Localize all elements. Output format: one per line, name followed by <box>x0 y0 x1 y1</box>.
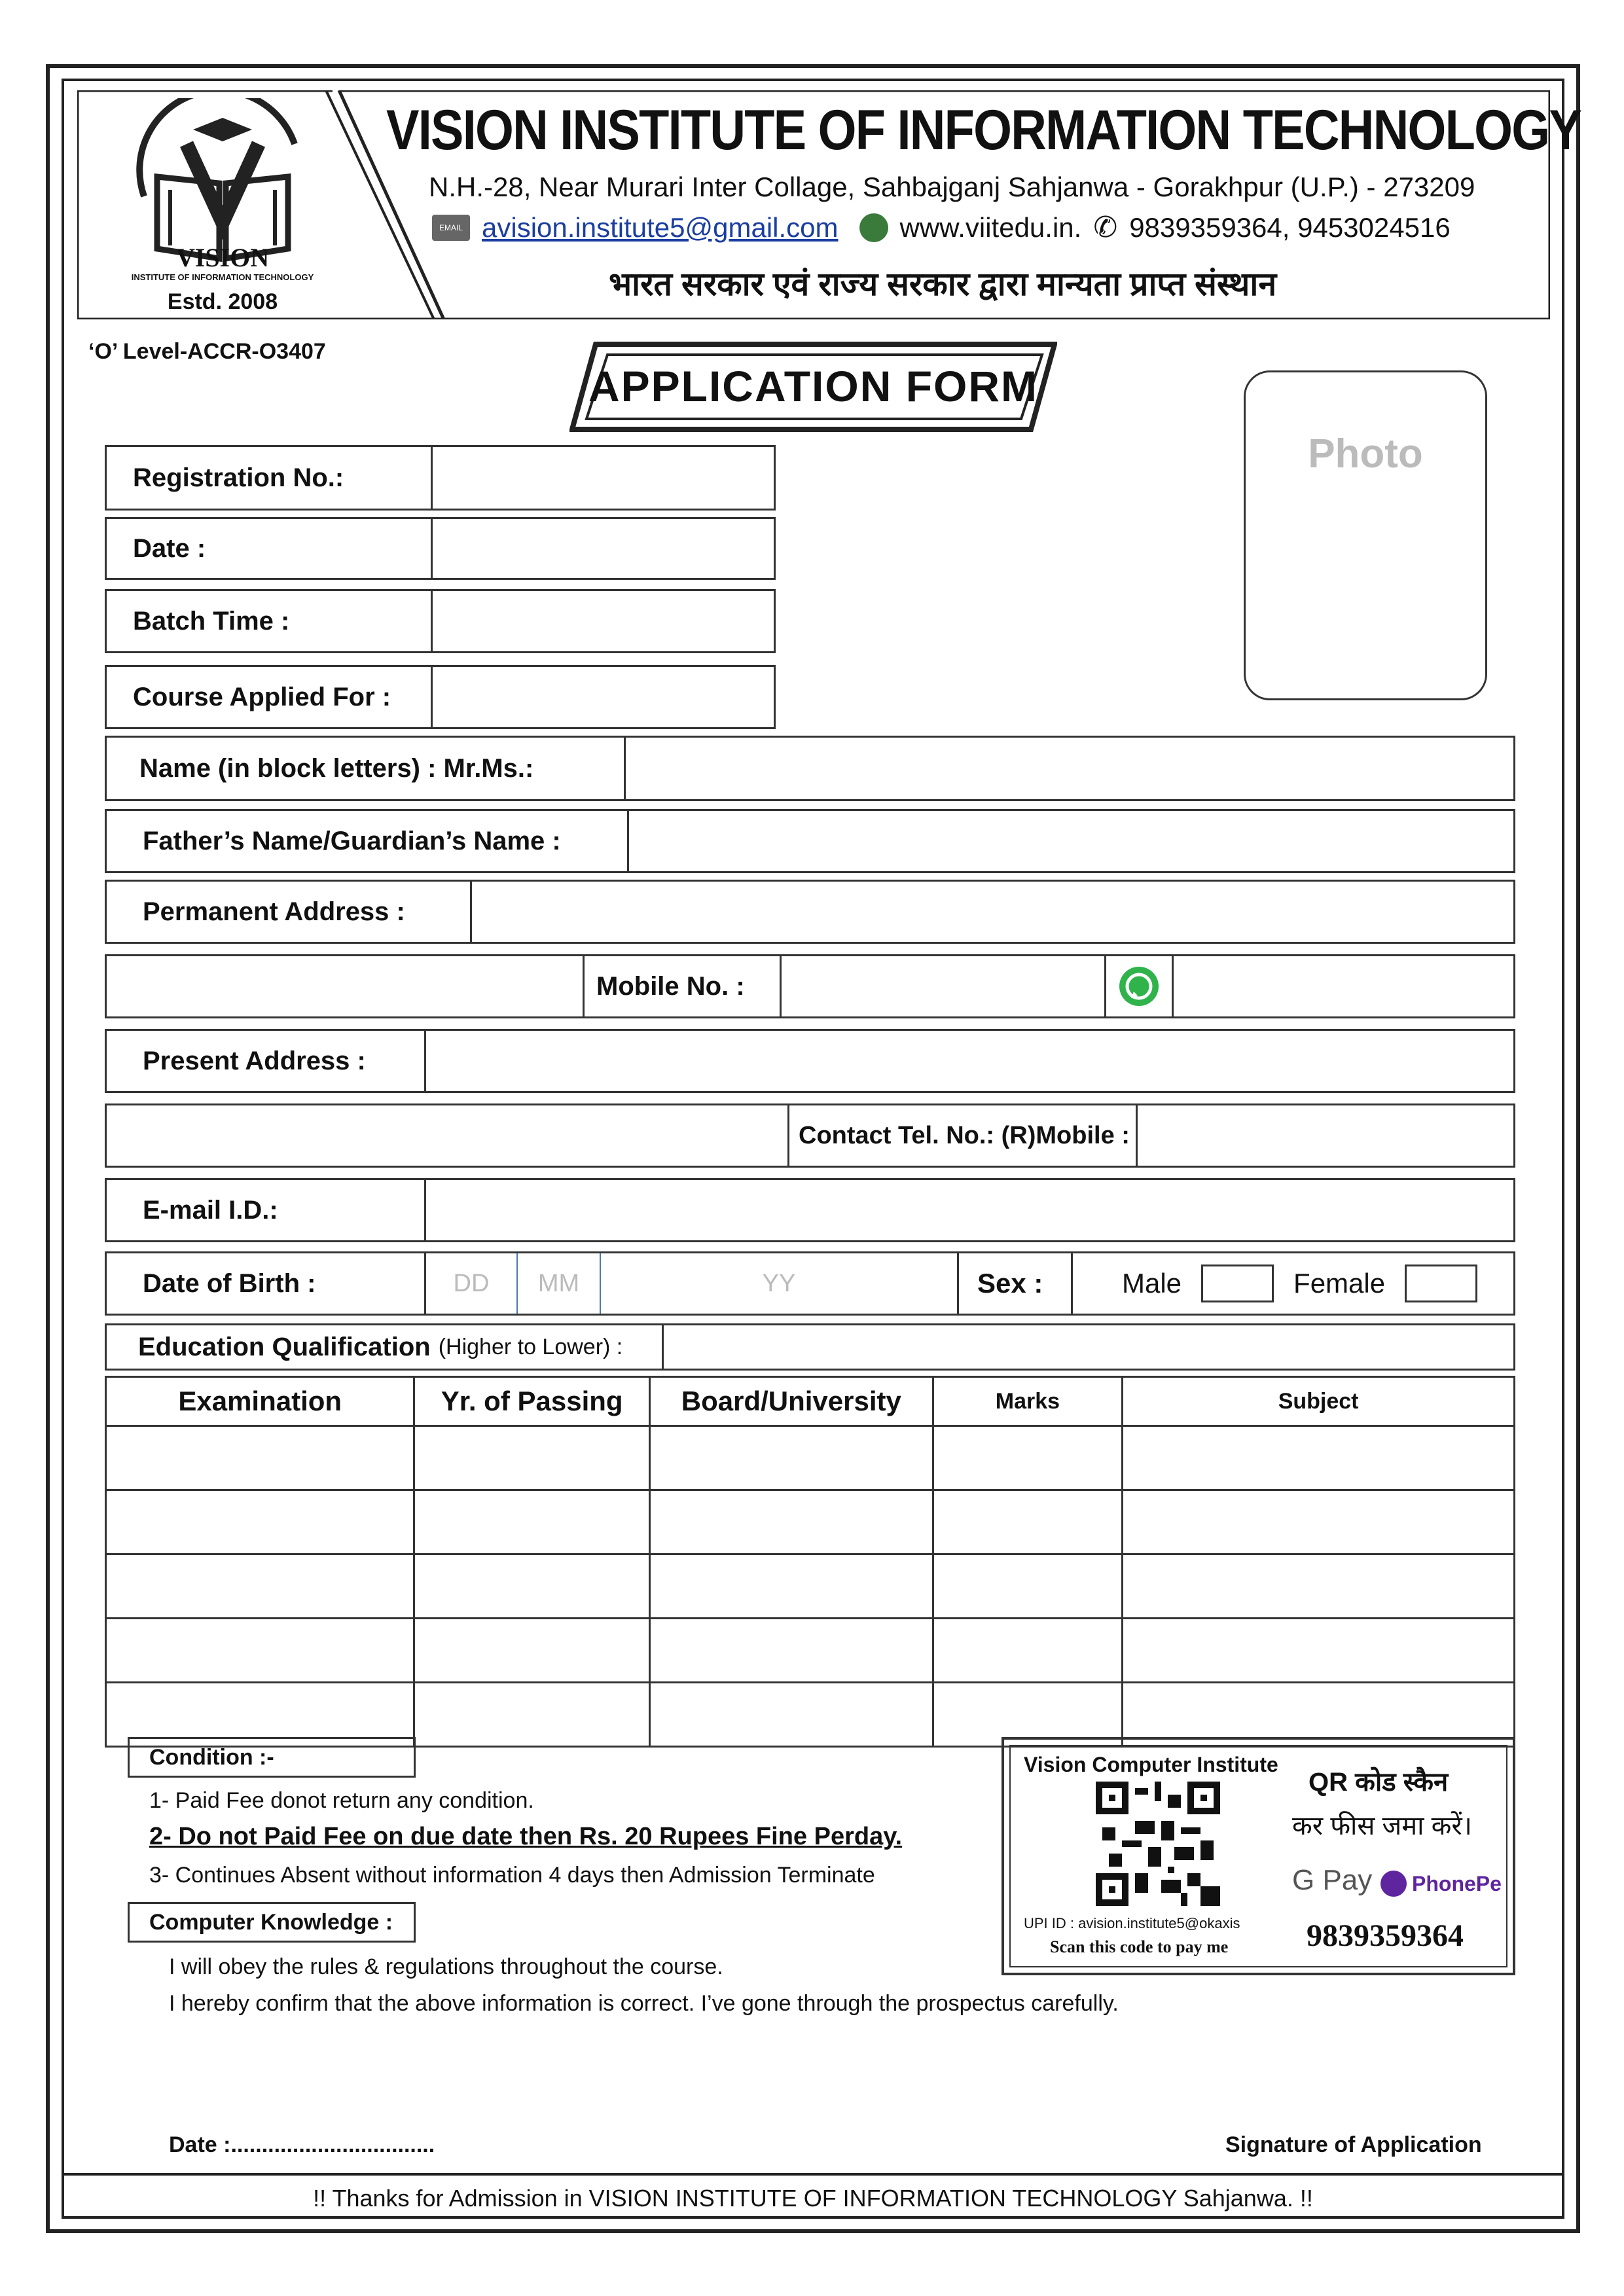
photo-label: Photo <box>1308 431 1423 476</box>
table-cell[interactable] <box>1123 1490 1515 1554</box>
education-label <box>107 1325 664 1369</box>
institute-name: VISION INSTITUTE OF INFORMATION TECHNOLOGY <box>386 99 1581 162</box>
email-icon: EMAIL <box>432 215 470 241</box>
thanks-message: !! Thanks for Admission in VISION INSTITUTE OF INFORMATION TECHNOLOGY Sahjanwa. !! <box>313 2185 1313 2212</box>
dob-year-input[interactable]: YY <box>601 1253 959 1314</box>
qr-code-icon[interactable] <box>1096 1782 1220 1906</box>
table-cell[interactable] <box>106 1554 414 1619</box>
education-title: Education Qualification <box>138 1332 431 1361</box>
table-cell[interactable] <box>106 1426 414 1490</box>
name-label: Name (in block letters) : Mr.Ms.: <box>107 738 626 799</box>
sex-options <box>1073 1253 1513 1314</box>
email-row <box>105 1178 1515 1242</box>
col-examination: Examination <box>106 1377 414 1426</box>
male-label: Male <box>1122 1268 1182 1299</box>
table-cell[interactable] <box>649 1490 933 1554</box>
female-label: Female <box>1293 1268 1386 1299</box>
course-input[interactable] <box>433 667 774 727</box>
footer-divider <box>62 2173 1564 2176</box>
permanent-address-label: Permanent Address : <box>107 882 472 942</box>
photo-box[interactable] <box>1244 370 1487 700</box>
institute-address: N.H.-28, Near Murari Inter Collage, Sahbajganj Sahjanwa - Gorakhpur (U.P.) - 273209 <box>429 171 1475 202</box>
contact-tel-label: Contact Tel. No.: (R)Mobile : <box>789 1105 1138 1166</box>
email-link[interactable]: avision.institute5@gmail.com <box>482 211 839 243</box>
form-title: APPLICATION FORM <box>588 362 1039 410</box>
phonepe-label: PhonePe <box>1412 1871 1502 1895</box>
hindi-tagline: भारत सरकार एवं राज्य सरकार द्वारा मान्यता प्राप्त संस्थान <box>609 266 1277 302</box>
father-label: Father’s Name/Guardian’s Name : <box>107 811 629 871</box>
table-cell[interactable] <box>414 1490 649 1554</box>
name-input[interactable] <box>626 738 1513 799</box>
institute-logo <box>118 98 327 314</box>
education-table-header <box>106 1377 1515 1426</box>
batch-time-row <box>105 589 776 653</box>
course-row <box>105 665 776 729</box>
table-cell[interactable] <box>414 1683 649 1747</box>
table-cell[interactable] <box>414 1619 649 1683</box>
condition-1: 1- Paid Fee donot return any condition. <box>149 1788 534 1813</box>
mobile-label: Mobile No. : <box>585 956 782 1016</box>
date-label: Date : <box>107 519 433 578</box>
contact-tel-input[interactable] <box>1138 1105 1513 1166</box>
course-label: Course Applied For : <box>107 667 433 727</box>
education-table <box>105 1376 1515 1748</box>
registration-row <box>105 445 776 511</box>
education-row <box>105 1323 1515 1371</box>
table-cell[interactable] <box>649 1683 933 1747</box>
name-row <box>105 736 1515 801</box>
signature-label[interactable]: Signature of Application <box>1225 2132 1482 2157</box>
dob-label: Date of Birth : <box>107 1253 426 1314</box>
sex-label: Sex : <box>959 1253 1073 1314</box>
dob-row <box>105 1251 1515 1316</box>
table-row <box>106 1490 1515 1554</box>
date-input[interactable] <box>433 519 774 578</box>
father-input[interactable] <box>629 811 1513 871</box>
table-cell[interactable] <box>1123 1619 1515 1683</box>
permanent-address-row <box>105 880 1515 944</box>
male-checkbox[interactable] <box>1201 1265 1274 1302</box>
computer-knowledge-heading: Computer Knowledge : <box>128 1902 416 1943</box>
present-address-input[interactable] <box>426 1031 1513 1091</box>
dob-day-input[interactable]: DD <box>426 1253 518 1314</box>
table-cell[interactable] <box>649 1426 933 1490</box>
condition-3: 3- Continues Absent without information 4 days then Admission Terminate <box>149 1863 875 1888</box>
female-checkbox[interactable] <box>1405 1265 1477 1302</box>
scan-text: Scan this code to pay me <box>1050 1937 1229 1956</box>
mobile-input[interactable] <box>782 956 1106 1016</box>
education-note: (Higher to Lower) : <box>438 1334 623 1359</box>
date-row <box>105 517 776 580</box>
table-cell[interactable] <box>933 1490 1123 1554</box>
table-cell[interactable] <box>933 1554 1123 1619</box>
table-cell[interactable] <box>1123 1426 1515 1490</box>
table-cell[interactable] <box>933 1619 1123 1683</box>
globe-icon <box>859 213 888 242</box>
qr-hindi-line-1: QR कोड स्कैन <box>1308 1768 1449 1797</box>
col-board: Board/University <box>649 1377 933 1426</box>
website-link[interactable]: www.viitedu.in. <box>899 211 1082 243</box>
condition-heading: Condition :- <box>128 1737 416 1778</box>
table-cell[interactable] <box>1123 1554 1515 1619</box>
contact-tel-row <box>105 1103 1515 1168</box>
whatsapp-icon <box>1106 956 1174 1016</box>
payment-phone: 9839359364 <box>1307 1918 1464 1953</box>
footer-date[interactable]: Date :................................. <box>169 2132 435 2157</box>
established-year: Estd. 2008 <box>167 289 278 314</box>
table-row <box>106 1554 1515 1619</box>
table-cell[interactable] <box>106 1619 414 1683</box>
father-row <box>105 809 1515 873</box>
col-year: Yr. of Passing <box>414 1377 649 1426</box>
phonepe-icon <box>1380 1871 1407 1897</box>
education-input[interactable] <box>664 1325 1513 1369</box>
batch-time-label: Batch Time : <box>107 591 433 651</box>
table-row <box>106 1426 1515 1490</box>
col-marks: Marks <box>933 1377 1123 1426</box>
email-label: E-mail I.D.: <box>107 1180 426 1240</box>
table-cell[interactable] <box>414 1554 649 1619</box>
table-cell[interactable] <box>106 1490 414 1554</box>
payment-institute: Vision Computer Institute <box>1024 1753 1278 1776</box>
upi-id: UPI ID : avision.institute5@okaxis <box>1024 1915 1240 1931</box>
mobile-row <box>105 954 1515 1018</box>
dob-month-input[interactable]: MM <box>518 1253 601 1314</box>
email-input[interactable] <box>426 1180 1513 1240</box>
table-cell[interactable] <box>933 1426 1123 1490</box>
table-cell[interactable] <box>649 1619 933 1683</box>
form-title-banner <box>569 342 1057 432</box>
contact-line <box>432 211 1451 244</box>
payment-box <box>1001 1737 1515 1975</box>
phonepe-logo <box>1380 1871 1502 1897</box>
present-address-row <box>105 1029 1515 1093</box>
qr-hindi-line-2: कर फीस जमा करें। <box>1292 1812 1472 1840</box>
phone-icon: ✆ <box>1093 211 1118 243</box>
permanent-address-input[interactable] <box>472 882 1513 942</box>
logo-subtitle: INSTITUTE OF INFORMATION TECHNOLOGY <box>131 272 314 282</box>
registration-input[interactable] <box>433 447 774 509</box>
table-row <box>106 1619 1515 1683</box>
logo-book-icon <box>118 98 327 262</box>
phone-numbers: 9839359364, 9453024516 <box>1129 211 1451 243</box>
present-address-continuation[interactable] <box>107 1105 789 1166</box>
logo-name: VISION <box>175 243 270 272</box>
batch-time-input[interactable] <box>433 591 774 651</box>
declaration-1: I will obey the rules & regulations throughout the course. <box>169 1954 723 1979</box>
declaration-2: I hereby confirm that the above information is correct. I’ve gone through the prospectus carefully. <box>169 1991 1119 2016</box>
accreditation-code: ‘O’ Level-ACCR-O3407 <box>88 339 326 364</box>
whatsapp-input[interactable] <box>1174 956 1513 1016</box>
gpay-logo: G Pay <box>1292 1864 1373 1896</box>
table-cell[interactable] <box>414 1426 649 1490</box>
condition-2: 2- Do not Paid Fee on due date then Rs. 20 Rupees Fine Perday. <box>149 1823 903 1850</box>
col-subject: Subject <box>1123 1377 1515 1426</box>
table-cell[interactable] <box>649 1554 933 1619</box>
present-address-label: Present Address : <box>107 1031 426 1091</box>
registration-label: Registration No.: <box>107 447 433 509</box>
permanent-address-continuation[interactable] <box>107 956 585 1016</box>
